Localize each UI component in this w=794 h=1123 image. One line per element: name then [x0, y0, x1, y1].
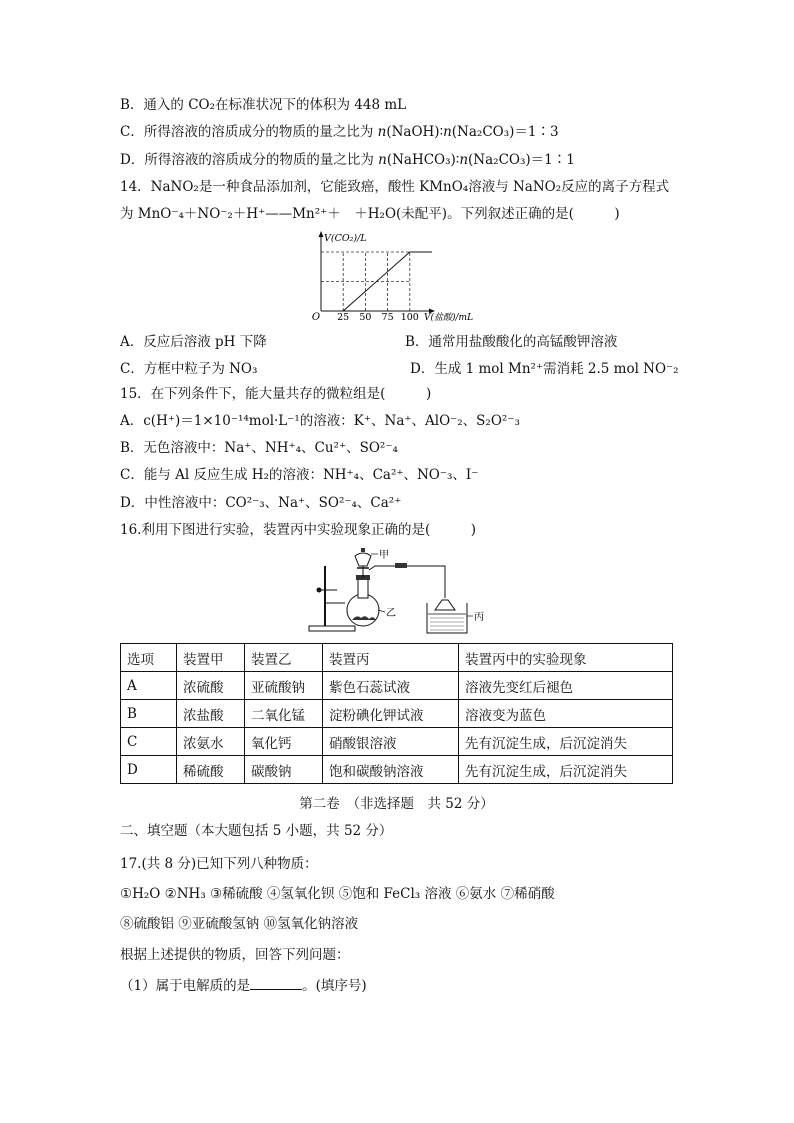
answer-blank[interactable]: [250, 977, 302, 990]
chart-x-label: V(盐酸)/mL: [424, 313, 474, 323]
table-row: [121, 700, 673, 728]
q13-option-c: C．所得溶液的溶质成分的物质的量之比为 n(NaOH)∶n(Na₂CO₃)＝1∶3: [120, 124, 559, 140]
lab-apparatus-figure: [305, 548, 490, 636]
table-cell: D: [121, 756, 177, 784]
table-header-cell: 选项: [121, 644, 177, 672]
table-row: [121, 728, 673, 756]
table-header-cell: 装置丙中的实验现象: [459, 644, 673, 672]
q15-option-d: D．中性溶液中：CO²⁻₃、Na⁺、SO²⁻₄、Ca²⁺: [120, 495, 402, 511]
section-heading: 二、填空题（本大题包括 5 小题，共 52 分）: [120, 823, 393, 839]
table-cell: 二氧化锰: [245, 700, 323, 728]
chart-origin: O: [311, 312, 321, 323]
q14-option-c: C．方框中粒子为 NO₃: [120, 361, 258, 377]
q14-stem-line2: 为 MnO⁻₄＋NO⁻₂＋H⁺——Mn²⁺＋ ＋H₂O(未配平)。下列叙述正确的是( ): [120, 206, 620, 222]
table-header-cell: 装置乙: [245, 644, 323, 672]
q17-sub1: （1）属于电解质的是 。(填序号): [120, 978, 367, 994]
table-cell: 浓氨水: [177, 728, 245, 756]
table-cell: 溶液先变红后褪色: [459, 672, 673, 700]
q17-substance-list-2: ⑧硫酸铝 ⑨亚硫酸氢钠 ⑩氢氧化钠溶液: [120, 916, 359, 932]
part2-title: 第二卷 （非选择题 共 52 分）: [299, 796, 494, 812]
table-cell: 先有沉淀生成，后沉淀消失: [459, 728, 673, 756]
table-cell: 氧化钙: [245, 728, 323, 756]
table-cell: C: [121, 728, 177, 756]
q15-option-c: C．能与 Al 反应生成 H₂的溶液：NH⁺₄、Ca²⁺、NO⁻₃、I⁻: [120, 467, 479, 483]
table-header-cell: 装置甲: [177, 644, 245, 672]
q15-option-a: A．c(H⁺)＝1×10⁻¹⁴mol·L⁻¹的溶液：K⁺、Na⁺、AlO⁻₂、S₂O²⁻₃: [120, 413, 520, 429]
label-yi: 乙: [386, 608, 396, 619]
chart-x-tick-label: 25: [337, 312, 350, 323]
table-cell: 紫色石蕊试液: [323, 672, 459, 700]
table-cell: 浓硫酸: [177, 672, 245, 700]
q14-option-b: B．通常用盐酸酸化的高锰酸钾溶液: [405, 334, 618, 350]
q17-prompt: 根据上述提供的物质，回答下列问题：: [120, 947, 350, 963]
table-cell: 亚硫酸钠: [245, 672, 323, 700]
table-cell: A: [121, 672, 177, 700]
q14-stem-line1: 14．NaNO₂是一种食品添加剂，它能致癌，酸性 KMnO₄溶液与 NaNO₂反应的离子方程式: [120, 179, 670, 195]
q15-stem: 15．在下列条件下，能大量共存的微粒组是( ): [120, 386, 432, 402]
table-cell: B: [121, 700, 177, 728]
chart-x-tick-label: 75: [381, 312, 394, 323]
table-cell: 饱和碳酸钠溶液: [323, 756, 459, 784]
table-row: [121, 756, 673, 784]
table-header-cell: 装置丙: [323, 644, 459, 672]
table-row: [121, 672, 673, 700]
q17-substance-list-1: ①H₂O ②NH₃ ③稀硫酸 ④氢氧化钡 ⑤饱和 FeCl₃ 溶液 ⑥氨水 ⑦稀硝酸: [120, 886, 555, 902]
table-cell: 淀粉碘化钾试液: [323, 700, 459, 728]
chart-x-tick-label: 100: [400, 312, 419, 323]
q13-option-b: B．通入的 CO₂在标准状况下的体积为 448 mL: [120, 97, 407, 113]
table-cell: 硝酸银溶液: [323, 728, 459, 756]
q16-options-table: [120, 643, 673, 784]
label-jia: 甲: [379, 550, 389, 561]
q15-option-b: B．无色溶液中：Na⁺、NH⁺₄、Cu²⁺、SO²⁻₄: [120, 440, 398, 456]
chart-y-label: V(CO₂)/L: [324, 233, 367, 244]
table-cell: 先有沉淀生成，后沉淀消失: [459, 756, 673, 784]
q13-option-d: D．所得溶液的溶质成分的物质的量之比为 n(NaHCO₃)∶n(Na₂CO₃)＝1∶1: [120, 152, 575, 168]
table-cell: 稀硫酸: [177, 756, 245, 784]
q14-chart: [300, 228, 490, 324]
label-bing: 丙: [474, 612, 484, 623]
q14-option-a: A．反应后溶液 pH 下降: [120, 334, 267, 350]
q14-option-d: D．生成 1 mol Mn²⁺需消耗 2.5 mol NO⁻₂: [410, 361, 679, 377]
table-cell: 溶液变为蓝色: [459, 700, 673, 728]
table-cell: 碳酸钠: [245, 756, 323, 784]
q17-stem: 17.(共 8 分)已知下列八种物质：: [120, 856, 318, 872]
chart-x-tick-label: 50: [359, 312, 372, 323]
q16-stem: 16.利用下图进行实验，装置丙中实验现象正确的是( ): [120, 522, 477, 538]
table-header-row: [121, 644, 673, 672]
table-cell: 浓盐酸: [177, 700, 245, 728]
